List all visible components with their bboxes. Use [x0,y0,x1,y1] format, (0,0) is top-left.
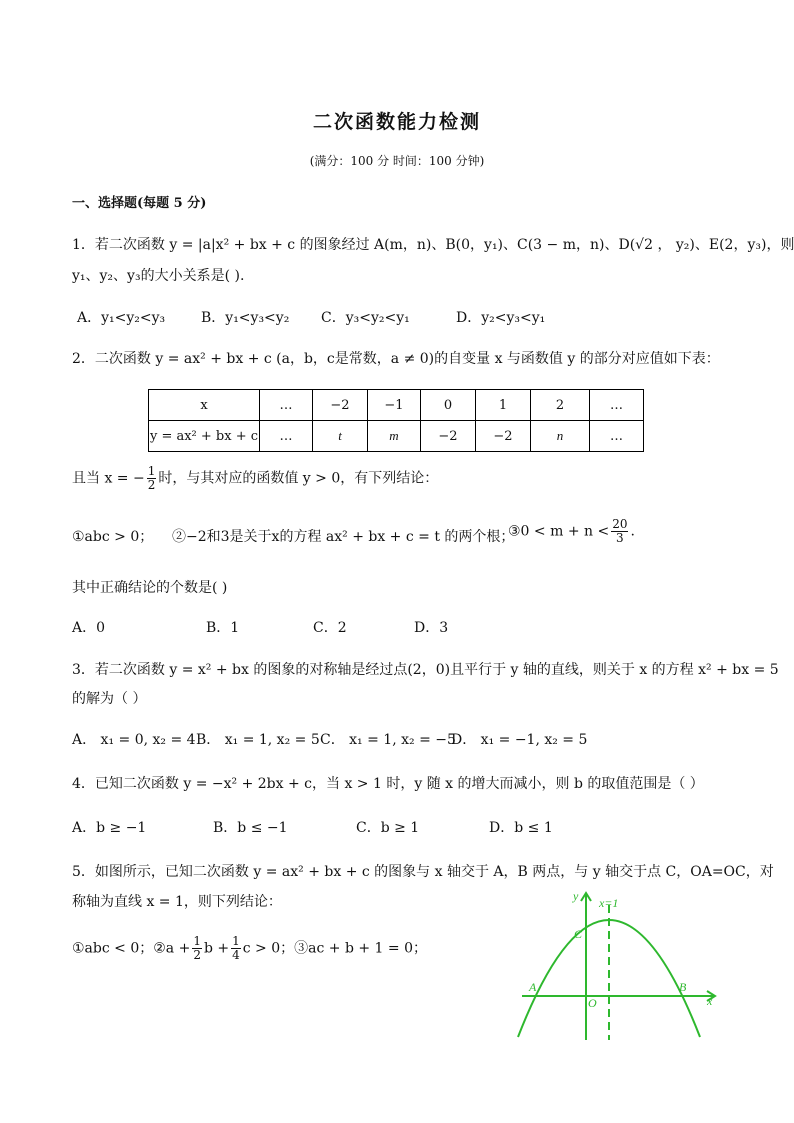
q1-stem-line1: 1．若二次函数 y = |a|x² + bx + c 的图象经过 A(m，n)、B(0，y₁)、C(3 − m，n)、D(√2 ， y₂)、E(2，y₃)，则 [72,237,794,253]
q2-option-b: B．1 [206,620,240,636]
q2-conclusion-3 [508,518,635,545]
point-b-label: B [679,980,687,994]
q3-option-b: B． x₁ = 1, x₂ = 5 [196,732,320,748]
table-cell: y = ax² + bx + c [149,421,260,452]
q5-stem-line1: 5．如图所示，已知二次函数 y = ax² + bx + c 的图象与 x 轴交于 A，B 两点，与 y 轴交于点 C，OA=OC，对 [72,864,774,880]
q3-stem-line2: 的解为（ ） [72,691,147,707]
fraction-numerator: 1 [232,934,240,948]
q4-stem: 4．已知二次函数 y = −x² + 2bx + c，当 x > 1 时，y 随 x 的增大而减小，则 b 的取值范围是（ ） [72,776,704,792]
q5-stem-line2: 称轴为直线 x = 1，则下列结论： [72,894,282,910]
table-cell: −1 [368,390,421,421]
table-cell: 0 [421,390,476,421]
table-cell: … [260,390,313,421]
table-cell: … [260,421,313,452]
q2-conclusion-3-prefix: ③0 < m + n < [508,523,610,540]
table-cell: n [531,421,590,452]
table-cell: −2 [313,390,368,421]
fraction-denominator: 4 [232,948,240,962]
table-cell: … [590,421,644,452]
q2-condition [72,465,438,492]
fraction [192,935,202,962]
fraction-denominator: 2 [193,948,201,962]
q2-option-c: C．2 [313,620,347,636]
q2-condition-suffix: 时，与其对应的函数值 y > 0，有下列结论： [158,470,439,487]
table-cell: m [368,421,421,452]
q3-option-c: C． x₁ = 1, x₂ = −5 [320,732,456,748]
q5-conclusion-middle: b + [203,940,230,957]
table-cell: t [313,421,368,452]
q4-option-a: A．b ≥ −1 [72,820,147,836]
q3-stem-line1: 3．若二次函数 y = x² + bx 的图象的对称轴是经过点(2，0)且平行于 y 轴的直线，则关于 x 的方程 x² + bx = 5 [72,662,779,678]
q5-conclusion-suffix: c > 0；③ac + b + 1 = 0； [242,940,428,957]
table-cell: x [149,390,260,421]
q2-conclusion-3-suffix: . [630,523,635,540]
q2-option-d: D．3 [414,620,449,636]
fraction-numerator: 1 [193,934,201,948]
exam-info: (满分：100 分 时间：100 分钟) [309,154,485,168]
q1-option-a: A．y₁<y₂<y₃ [77,310,166,326]
q4-option-d: D．b ≤ 1 [489,820,553,836]
origin-label: O [588,996,597,1010]
q1-option-c: C．y₃<y₂<y₁ [321,310,410,326]
parabola-graph [510,885,726,1040]
fraction [611,518,628,545]
table-cell: 1 [476,390,531,421]
table-row [149,390,644,421]
table-cell: −2 [476,421,531,452]
symmetry-axis-label: x=1 [599,896,619,910]
point-c-label: C [574,927,583,941]
section-heading: 一、选择题(每题 5 分) [72,196,207,211]
q2-option-a: A．0 [72,620,106,636]
point-a-label: A [529,980,537,994]
fraction-numerator: 20 [612,517,628,531]
q1-stem-line2: y₁、y₂、y₃的大小关系是( ). [72,268,245,284]
q1-option-b: B．y₁<y₃<y₂ [201,310,290,326]
fraction [231,935,241,962]
q2-conclusion-2: ②−2和3是关于x的方程 ax² + bx + c = t 的两个根； [172,529,515,545]
fraction [147,465,157,492]
q2-stem: 2．二次函数 y = ax² + bx + c (a，b，c是常数，a ≠ 0)的自变量 x 与函数值 y 的部分对应值如下表： [72,351,720,367]
value-table [148,389,644,452]
q3-option-d: D． x₁ = −1, x₂ = 5 [451,732,588,748]
q4-option-c: C．b ≥ 1 [356,820,420,836]
y-axis-label: y [573,889,579,903]
q1-option-d: D．y₂<y₃<y₁ [456,310,546,326]
fraction-denominator: 2 [147,478,156,492]
q2-condition-prefix: 且当 x = − [72,470,145,487]
x-axis-label: x [707,994,713,1008]
q4-option-b: B．b ≤ −1 [213,820,288,836]
q3-option-a: A． x₁ = 0, x₂ = 4 [72,732,196,748]
page-title: 二次函数能力检测 [312,111,481,133]
table-cell: … [590,390,644,421]
fraction-numerator: 1 [147,464,156,478]
table-cell: 2 [531,390,590,421]
table-cell: −2 [421,421,476,452]
q2-conclusion-1: ①abc > 0； [72,529,154,545]
table-row [149,421,644,452]
q5-conclusion-prefix: ①abc < 0；②a + [72,940,191,957]
q2-question: 其中正确结论的个数是( ) [72,580,228,596]
fraction-denominator: 3 [616,531,624,545]
q5-conclusions [72,935,427,962]
